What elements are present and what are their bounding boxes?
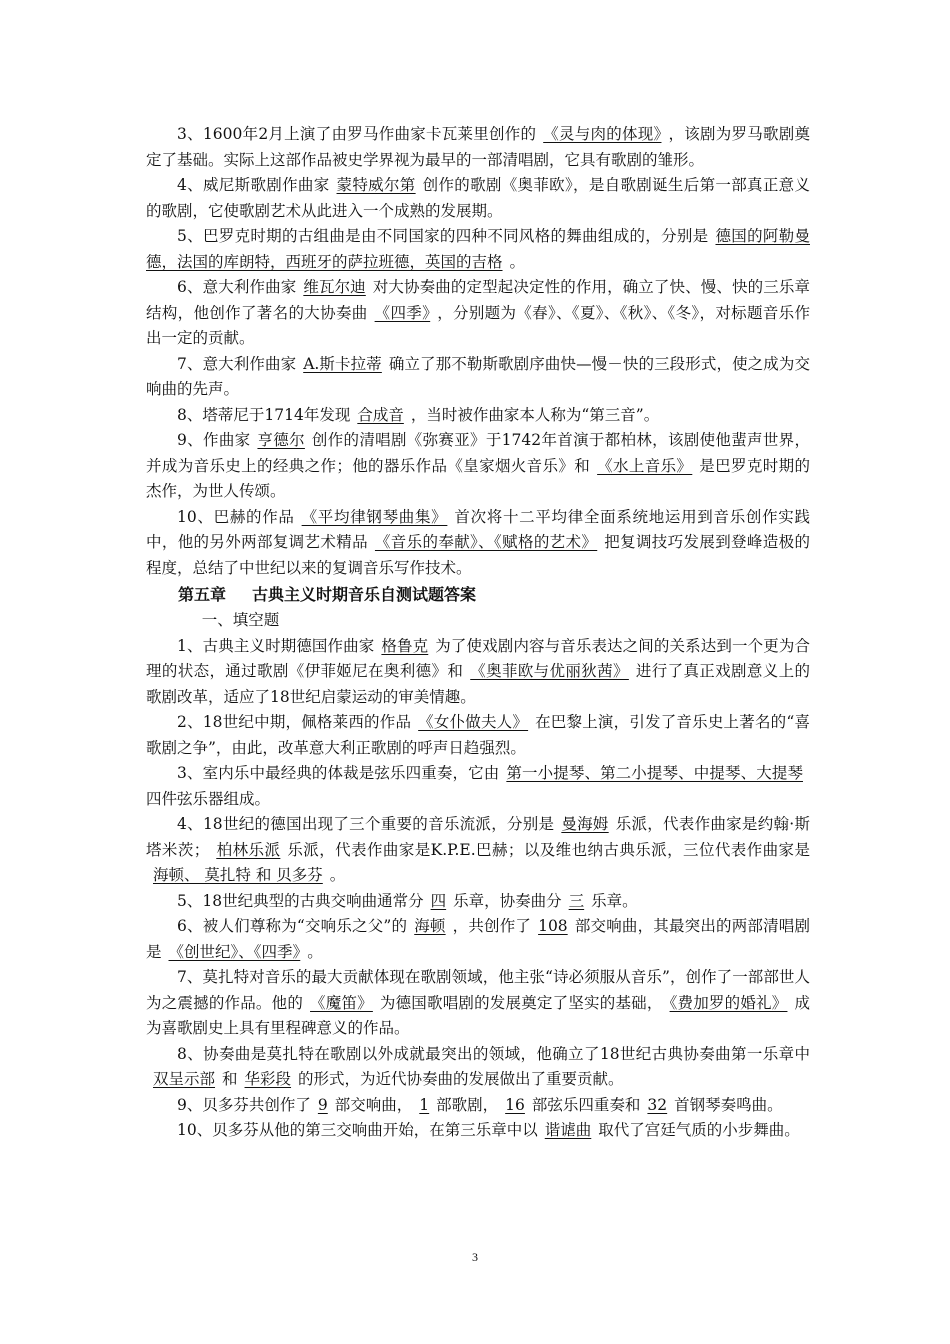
- question-3: 3、室内乐中最经典的体裁是弦乐四重奏，它由 第一小提琴、第二小提琴、中提琴、大提琴四件弦乐器组成。: [146, 761, 810, 812]
- answer-blank: 曼海姆: [561, 815, 609, 833]
- answer-blank: 《水上音乐》: [597, 456, 693, 475]
- page-number: 3: [472, 1250, 478, 1264]
- answer-blank: 海顿: [414, 917, 446, 935]
- answer-blank: 合成音: [357, 405, 404, 424]
- chapter-heading: 第五章 古典主义时期音乐自测试题答案: [178, 585, 477, 604]
- answer-blank: 德国的阿勒曼德，法国的库朗特，西班牙的萨拉班德，英国的吉格: [146, 227, 810, 271]
- answer-blank: 《魔笛》: [310, 993, 373, 1012]
- question-6: 6、被人们尊称为“交响乐之父”的 海顿 ，共创作了 108 部交响曲，其最突出的两部清唱剧是 《创世纪》、《四季》 。: [146, 917, 810, 961]
- question-1: 1、古典主义时期德国作曲家 格鲁克 为了使戏剧内容与音乐表达之间的关系达到一个更为合理的状态，通过歌剧《伊菲姬尼在奥利德》和 《奥菲欧与优丽狄茜》 进行了真正戏剧意义上的歌剧改革，适应了18世纪启蒙运动的审美情趣。: [146, 636, 810, 706]
- answer-blank: 四: [430, 891, 447, 910]
- answer-blank: 柏林乐派: [216, 840, 281, 859]
- question-9: 9、贝多芬共创作了 9 部交响曲， 1 部歌剧， 16 部弦乐四重奏和 32 首钢琴奏鸣曲。: [177, 1095, 783, 1114]
- answer-blank: 《平均律钢琴曲集》: [301, 507, 448, 526]
- answer-blank: 维瓦尔迪: [303, 278, 366, 296]
- answer-blank: 亨德尔: [257, 431, 305, 449]
- question-10: 10、巴赫的作品 《平均律钢琴曲集》 首次将十二平均律全面系统地运用到音乐创作实践中，他的另外两部复调艺术精品 《音乐的奉献》、《赋格的艺术》 把复调技巧发展到登峰造极的程度，总结了中世纪以来的复调音乐写作技术。: [146, 507, 810, 577]
- page-content: [146, 122, 810, 1144]
- question-6: 6、意大利作曲家 维瓦尔迪 对大协奏曲的定型起决定性的作用，确立了快、慢、快的三乐章结构，他创作了著名的大协奏曲 《四季》 ，分别题为《春》、《夏》、《秋》、《冬》，对标题音乐作出一定的贡献。: [146, 278, 810, 347]
- answer-blank: 《音乐的奉献》、《赋格的艺术》: [374, 533, 598, 551]
- answer-blank: 1: [419, 1095, 430, 1114]
- question-8: 8、塔蒂尼于1714年发现 合成音 ，当时被作曲家本人称为“第三音”。: [177, 405, 660, 424]
- answer-blank: 三: [568, 891, 585, 910]
- question-9: 9、作曲家 亨德尔 创作的清唱剧《弥赛亚》于1742年首演于都柏林，该剧使他蜚声世界，并成为音乐史上的经典之作；他的器乐作品《皇家烟火音乐》和 《水上音乐》 是巴罗克时期的杰作，为世人传颂。: [146, 431, 810, 500]
- question-7: 7、意大利作曲家 A.斯卡拉蒂 确立了那不勒斯歌剧序曲快—慢－快的三段形式，使之成为交响曲的先声。: [146, 354, 810, 398]
- answer-blank: A.斯卡拉蒂: [303, 354, 382, 373]
- question-5: 5、巴罗克时期的古组曲是由不同国家的四种不同风格的舞曲组成的，分别是 德国的阿勒曼德，法国的库朗特，西班牙的萨拉班德，英国的吉格 。: [146, 227, 810, 271]
- question-8: 8、协奏曲是莫扎特在歌剧以外成就最突出的领域，他确立了18世纪古典协奏曲第一乐章中双呈示部 和 华彩段 的形式，为近代协奏曲的发展做出了重要贡献。: [146, 1042, 810, 1093]
- question-10: 10、贝多芬从他的第三交响曲开始，在第三乐章中以 谐谑曲 取代了宫廷气质的小步舞曲。: [177, 1121, 800, 1139]
- answer-blank: 第一小提琴、第二小提琴、中提琴、大提琴: [506, 764, 803, 782]
- section-subheading: 一、填空题: [201, 611, 280, 629]
- answer-blank: 《创世纪》、《四季》: [168, 942, 301, 961]
- question-3: 3、1600年2月上演了由罗马作曲家卡瓦莱里创作的 《灵与肉的体现》 ，该剧为罗马歌剧奠定了基础。实际上这部作品被史学界视为最早的一部清唱剧，它具有歌剧的雏形。: [146, 125, 810, 169]
- answer-blank: 16: [505, 1095, 525, 1114]
- answer-blank: 《奥菲欧与优丽狄茜》: [470, 662, 629, 680]
- answer-blank: 《费加罗的婚礼》: [669, 993, 788, 1012]
- answer-blank: 华彩段: [244, 1070, 292, 1088]
- question-5: 5、18世纪典型的古典交响曲通常分 四 乐章，协奏曲分 三 乐章。: [177, 891, 638, 910]
- answer-blank: 双呈示部: [153, 1070, 216, 1088]
- answer-blank: 9: [317, 1095, 328, 1114]
- answer-blank: 谐谑曲: [544, 1121, 592, 1139]
- answer-blank: 《四季》: [374, 303, 431, 322]
- answer-blank: 32: [647, 1095, 668, 1114]
- question-4: 4、18世纪的德国出现了三个重要的音乐流派，分别是 曼海姆 乐派，代表作曲家是约翰·斯塔米茨； 柏林乐派 乐派，代表作曲家是K.P.E.巴赫；以及维也纳古典乐派，三位代表作曲家是海顿、 莫扎特 和 贝多芬 。: [146, 815, 810, 884]
- answer-blank: 海顿、 莫扎特 和 贝多芬: [153, 866, 323, 884]
- answer-blank: 格鲁克: [381, 636, 429, 655]
- question-2: 2、18世纪中期，佩格莱西的作品 《女仆做夫人》 在巴黎上演，引发了音乐史上著名的“喜歌剧之争”，由此，改革意大利正歌剧的呼声日趋强烈。: [146, 713, 810, 757]
- answer-blank: 《女仆做夫人》: [418, 713, 529, 731]
- answer-blank: 蒙特威尔第: [336, 176, 416, 194]
- question-4: 4、威尼斯歌剧作曲家 蒙特威尔第 创作的歌剧《奥菲欧》，是自歌剧诞生后第一部真正意义的歌剧，它使歌剧艺术从此进入一个成熟的发展期。: [146, 176, 810, 220]
- question-7: 7、莫扎特对音乐的最大贡献体现在歌剧领域，他主张“诗必须服从音乐”，创作了一部部世人为之震撼的作品。他的 《魔笛》 为德国歌唱剧的发展奠定了坚实的基础， 《费加罗的婚礼》 成为喜歌剧史上具有里程碑意义的作品。: [146, 968, 810, 1037]
- answer-blank: 108: [538, 917, 568, 935]
- answer-blank: 《灵与肉的体现》: [543, 125, 662, 143]
